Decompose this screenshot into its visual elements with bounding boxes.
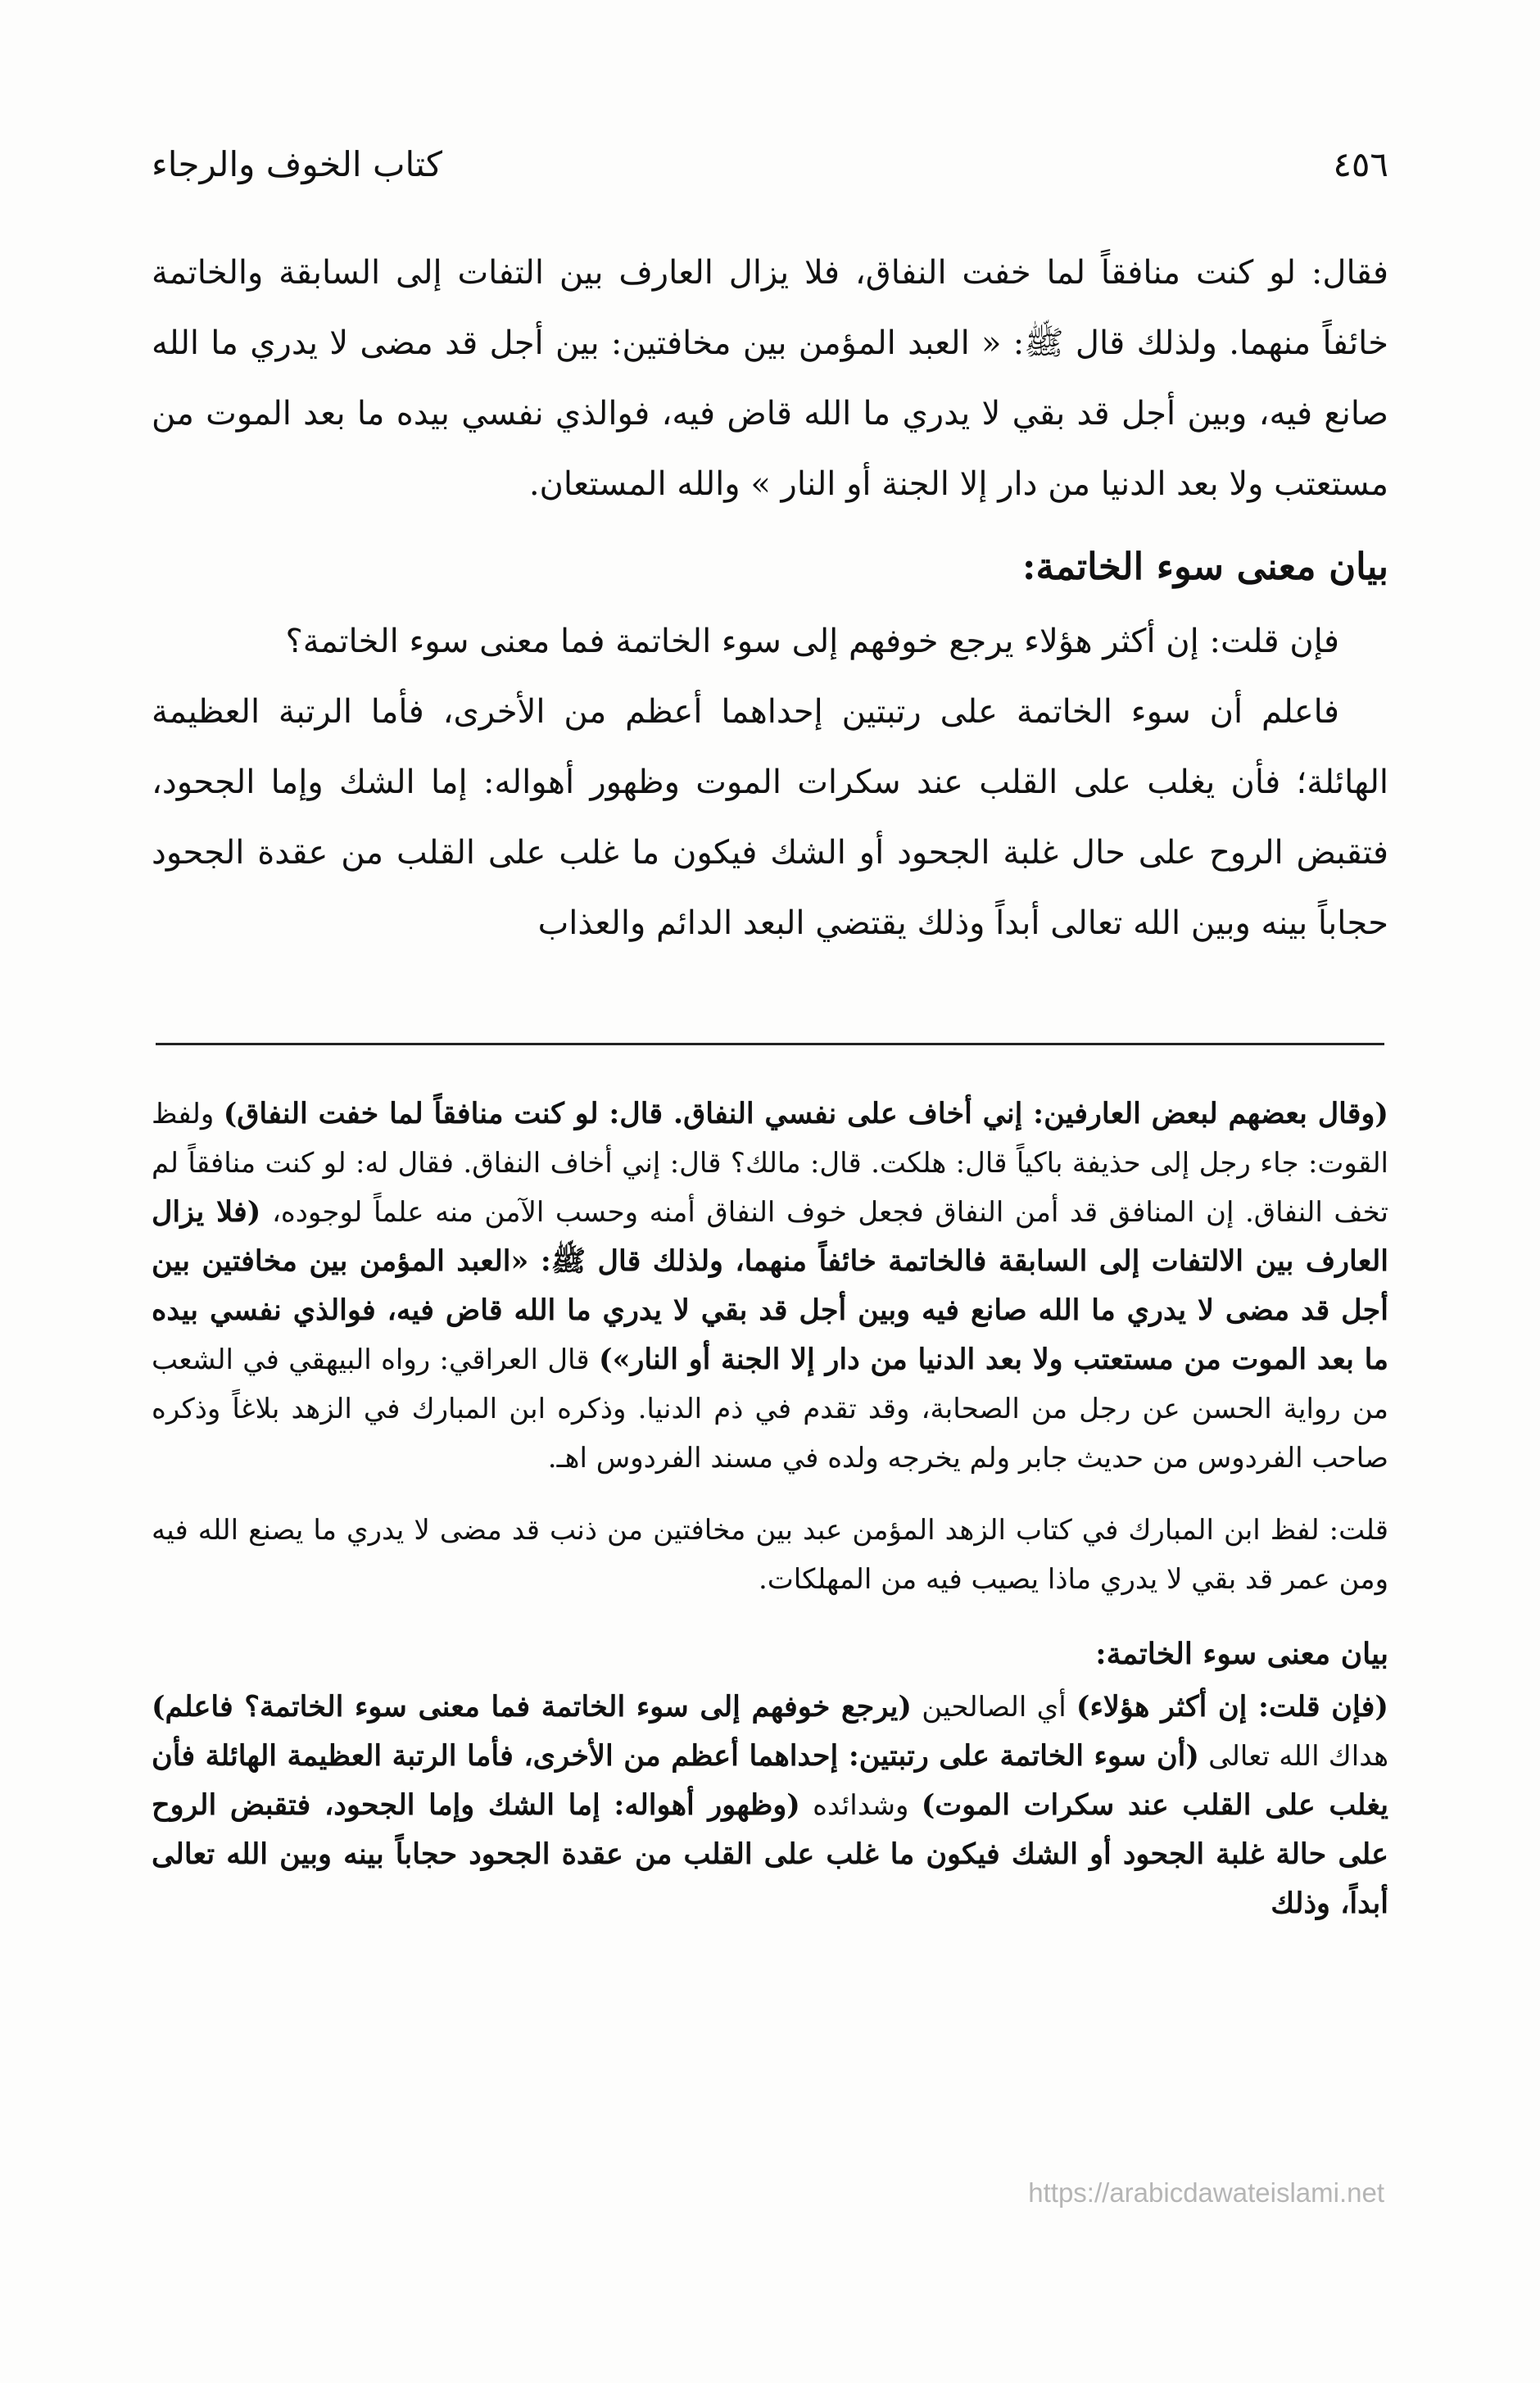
commentary-text: أي الصالحين xyxy=(911,1691,1076,1724)
page-header xyxy=(152,135,1388,193)
quoted-text: (فإن قلت: إن أكثر هؤلاء) xyxy=(1076,1690,1388,1724)
quoted-text: (وظهور أهواله: إما الشك وإما الجحود، فتقبض الروح على حالة غلبة الجحود أو الشك فيكون ما غلب على القلب من عقدة الجحود حجاباً بينه وبين الله تعالى أبداً، وذلك xyxy=(152,1788,1388,1920)
page-number: ٤٥٦ xyxy=(1333,143,1388,184)
commentary xyxy=(152,1090,1388,1928)
commentary-text: وشدائده xyxy=(799,1789,922,1822)
commentary-heading: بيان معنى سوء الخاتمة: xyxy=(1095,1637,1388,1671)
quoted-text: (يرجع خوفهم إلى سوء الخاتمة فما معنى سوء الخاتمة؟ فاعلم) xyxy=(152,1690,912,1724)
quoted-text: (وقال بعضهم لبعض العارفين: إني أخاف على نفسي النفاق. قال: لو كنت منافقاً لما خفت النفاق) xyxy=(223,1097,1388,1130)
commentary-text: قال العراقي: رواه البيهقي في الشعب من رواية الحسن عن رجل من الصحابة، وقد تقدم في ذم الدنيا. وذكره ابن المبارك في الزهد بلاغاً وذكره صاحب الفردوس من حديث جابر ولم يخرجه ولده في مسند الفردوس اهـ. xyxy=(152,1343,1388,1475)
quoted-text: (فلا يزال العارف بين الالتفات إلى السابقة فالخاتمة خائفاً منهما، ولذلك قال ﷺ: «العبد المؤمن بين مخافتين بين أجل قد مضى لا يدري ما الله صانع فيه وبين أجل قد بقي لا يدري ما الله قاض فيه، فوالذي نفسي بيده ما بعد الموت من مستعتب ولا بعد الدنيا من دار إلا الجنة أو النار») xyxy=(152,1195,1388,1376)
main-paragraph-1: فقال: لو كنت منافقاً لما خفت النفاق، فلا يزال العارف بين التفات إلى السابقة والخاتمة خائفاً منهما. ولذلك قال ﷺ: « العبد المؤمن بين مخافتين: بين أجل قد مضى لا يدري ما الله صانع فيه، وبين أجل قد بقي لا يدري ما الله قاض فيه، فوالذي نفسي بيده ما بعد الموت من مستعتب ولا بعد الدنيا من دار إلا الجنة أو النار » والله المستعان. xyxy=(152,254,1388,503)
main-paragraph-3: فاعلم أن سوء الخاتمة على رتبتين إحداهما أعظم من الأخرى، فأما الرتبة العظيمة الهائلة؛ فأن يغلب على القلب عند سكرات الموت وظهور أهواله: إما الشك وإما الجحود، فتقبض الروح على حال غلبة الجحود أو الشك فيكون ما غلب على القلب من عقدة الجحود حجاباً بينه وبين الله تعالى أبداً وذلك يقتضي البعد الدائم والعذاب xyxy=(152,693,1388,942)
commentary-paragraph-1 xyxy=(152,1090,1388,1483)
commentary-text: ولفظ القوت: جاء رجل إلى حذيفة باكياً قال: هلكت. قال: مالك؟ قال: إني أخاف النفاق. فقال له: لو كنت منافقاً لم تخف النفاق. إن المنافق قد أمن النفاق فجعل خوف النفاق أمنه وحسب الآمن منه علماً لوجوده، xyxy=(152,1098,1388,1229)
separator-line xyxy=(156,1043,1384,1045)
main-text xyxy=(152,238,1388,958)
watermark-url: https://arabicdawateislami.net xyxy=(1028,2177,1384,2208)
quoted-text: (أن سوء الخاتمة على رتبتين: إحداهما أعظم من الأخرى، فأما الرتبة العظيمة الهائلة فأن يغلب على القلب عند سكرات الموت) xyxy=(152,1739,1388,1822)
book-title: كتاب الخوف والرجاء xyxy=(152,143,442,184)
section-heading: بيان معنى سوء الخاتمة: xyxy=(1021,545,1388,588)
commentary-paragraph-3 xyxy=(152,1683,1388,1928)
commentary-paragraph-2: قلت: لفظ ابن المبارك في كتاب الزهد المؤمن عبد بين مخافتين من ذنب قد مضى لا يدري ما يصنع الله فيه ومن عمر قد بقي لا يدري ماذا يصيب فيه من المهلكات. xyxy=(152,1514,1388,1596)
commentary-text: هداك الله تعالى xyxy=(1198,1740,1388,1773)
main-paragraph-2: فإن قلت: إن أكثر هؤلاء يرجع خوفهم إلى سوء الخاتمة فما معنى سوء الخاتمة؟ xyxy=(285,623,1339,660)
